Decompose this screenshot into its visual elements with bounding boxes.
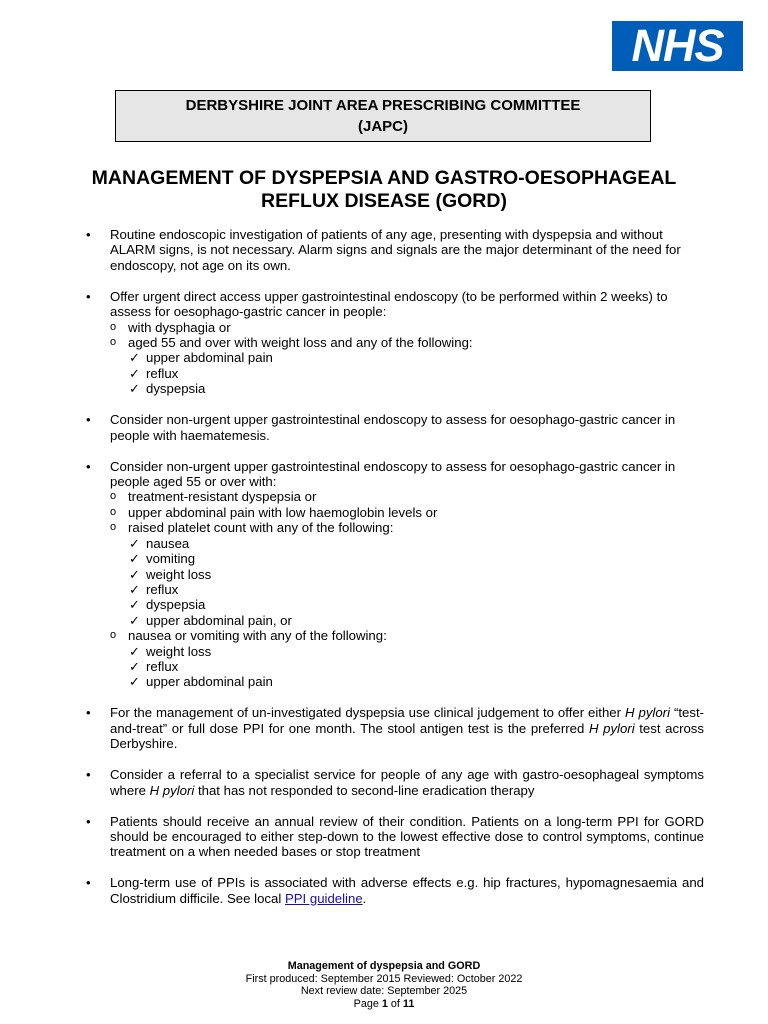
- circle-marker: o: [110, 505, 117, 518]
- text-run: Long-term use of PPIs is associated with adverse effects e.g. hip fractures, hypomagnesaemia and Clostridium difficile. See local: [110, 875, 704, 906]
- circle-marker: o: [110, 336, 117, 349]
- sub-item-text: aged 55 and over with weight loss and any of the following:: [128, 335, 473, 351]
- of-label: of: [387, 997, 403, 1010]
- italic-term: H pylori: [625, 705, 670, 721]
- check-item-text: weight loss: [146, 566, 212, 582]
- checkmark-icon: ✓: [129, 643, 141, 659]
- check-item: [110, 551, 704, 566]
- bullet-text: • Consider non-urgent upper gastrointestinal endoscopy to assess for oesophago-gastric cancer in people with haematemesis.: [110, 412, 676, 443]
- check-item-text: upper abdominal pain: [146, 674, 273, 690]
- check-item: [110, 597, 704, 612]
- bullet-text: • Patients should receive an annual review of their condition. Patients on a long-term PPI for GORD should be encouraged to either step-down to the lowest effective dose to control symptoms, continue treatment on a when needed bases or stop treatment: [110, 813, 704, 860]
- committee-abbreviation: (JAPC): [357, 118, 408, 135]
- bullet-ppi-adverse-effects: [110, 875, 704, 906]
- bullet-specialist-referral: [110, 767, 704, 798]
- sub-item: [110, 628, 704, 643]
- guidance-content: [110, 227, 704, 922]
- ppi-guideline-link[interactable]: PPI guideline: [284, 890, 363, 906]
- bullet-text: [110, 705, 704, 751]
- bullet-non-urgent-55: [110, 459, 704, 690]
- italic-term: H pylori: [588, 720, 635, 736]
- check-item: [110, 350, 704, 365]
- checkmark-icon: ✓: [129, 658, 141, 674]
- check-item: [110, 644, 704, 659]
- check-item-text: nausea: [146, 535, 190, 551]
- nhs-logo: NHS: [612, 21, 743, 71]
- text-run: “test-and-treat” or full dose PPI for one month. The stool antigen test is the preferred: [110, 705, 704, 736]
- bullet-text: [110, 767, 704, 798]
- sub-item-text: treatment-resistant dyspepsia or: [128, 489, 317, 505]
- checkmark-icon: ✓: [129, 551, 141, 567]
- bullet-annual-review: [110, 814, 704, 860]
- sub-item: [110, 489, 704, 504]
- bullet-text: [110, 875, 704, 906]
- text-run: .: [362, 890, 367, 906]
- checkmark-icon: ✓: [129, 597, 141, 613]
- check-item-text: weight loss: [146, 643, 212, 659]
- checkmark-icon: ✓: [129, 581, 141, 597]
- checkmark-icon: ✓: [129, 566, 141, 582]
- check-item: [110, 674, 704, 689]
- sub-item-text: with dysphagia or: [128, 319, 231, 335]
- text-run: For the management of un-investigated dyspepsia use clinical judgement to offer either: [110, 705, 625, 721]
- check-item-text: reflux: [146, 658, 179, 674]
- footer-produced: First produced: September 2015 Reviewed: October 2022: [245, 972, 523, 985]
- sub-item: [110, 320, 704, 335]
- title-line-2: REFLUX DISEASE (GORD): [261, 190, 507, 212]
- footer-title: Management of dyspepsia and GORD: [287, 960, 481, 972]
- checkmark-icon: ✓: [129, 381, 141, 397]
- check-item: [110, 381, 704, 396]
- page-number: [0, 998, 768, 1011]
- footer-next-review: Next review date: September 2025: [300, 985, 468, 998]
- italic-term: H pylori: [149, 782, 195, 798]
- committee-name: DERBYSHIRE JOINT AREA PRESCRIBING COMMITTEE: [185, 97, 581, 114]
- check-item: [110, 366, 704, 381]
- title-line-1: MANAGEMENT OF DYSPEPSIA AND GASTRO-OESOPHAGEAL: [91, 167, 677, 189]
- bullet-haematemesis: [110, 412, 704, 443]
- check-item: [110, 582, 704, 597]
- checkmark-icon: ✓: [129, 612, 141, 628]
- checkmark-icon: ✓: [129, 535, 141, 551]
- total-pages: 11: [402, 997, 415, 1010]
- bullet-routine-endoscopy: [110, 227, 704, 273]
- checkmark-icon: ✓: [129, 365, 141, 381]
- page-footer: [0, 960, 768, 1010]
- check-item-text: upper abdominal pain: [146, 350, 273, 366]
- sub-item: [110, 335, 704, 350]
- document-title: [40, 167, 728, 213]
- check-item-text: upper abdominal pain, or: [146, 612, 292, 628]
- check-item-text: reflux: [146, 365, 179, 381]
- current-page: 1: [381, 997, 388, 1010]
- check-item: [110, 536, 704, 551]
- bullet-text: • Consider non-urgent upper gastrointestinal endoscopy to assess for oesophago-gastric cancer in people aged 55 or over with:: [110, 458, 676, 490]
- checkmark-icon: ✓: [129, 674, 141, 690]
- circle-marker: o: [110, 521, 117, 534]
- bullet-uninvestigated-dyspepsia: [110, 705, 704, 751]
- check-item-text: vomiting: [146, 551, 196, 567]
- committee-header-box: [115, 90, 651, 142]
- check-item-text: dyspepsia: [146, 381, 206, 397]
- check-item: [110, 567, 704, 582]
- text-run: that has not responded to second-line eradication therapy: [194, 782, 535, 798]
- text-run: Consider a referral to a specialist service for people of any age with gastro-oesophageal symptoms where: [110, 767, 704, 798]
- sub-item-text: nausea or vomiting with any of the following:: [128, 628, 387, 644]
- bullet-text: • Routine endoscopic investigation of patients of any age, presenting with dyspepsia and without ALARM signs, is not necessary. Alarm signs and signals are the major determinant of the need for endoscopy, not age on its own.: [110, 227, 681, 273]
- circle-marker: o: [110, 320, 117, 333]
- checkmark-icon: ✓: [129, 350, 141, 366]
- check-item-text: reflux: [146, 581, 179, 597]
- text-run: test across Derbyshire.: [110, 720, 704, 752]
- circle-marker: o: [110, 629, 117, 642]
- circle-marker: o: [110, 490, 117, 503]
- check-item: [110, 613, 704, 628]
- page-label: Page: [353, 997, 382, 1010]
- check-item: [110, 659, 704, 674]
- check-item-text: dyspepsia: [146, 597, 206, 613]
- bullet-urgent-endoscopy: [110, 289, 704, 397]
- sub-item: [110, 505, 704, 520]
- bullet-text: • Offer urgent direct access upper gastrointestinal endoscopy (to be performed within 2 weeks) to assess for oesophago-gastric cancer in people:: [110, 288, 668, 320]
- sub-item-text: upper abdominal pain with low haemoglobin levels or: [128, 504, 438, 520]
- sub-item-text: raised platelet count with any of the following:: [128, 520, 394, 536]
- sub-item: [110, 520, 704, 535]
